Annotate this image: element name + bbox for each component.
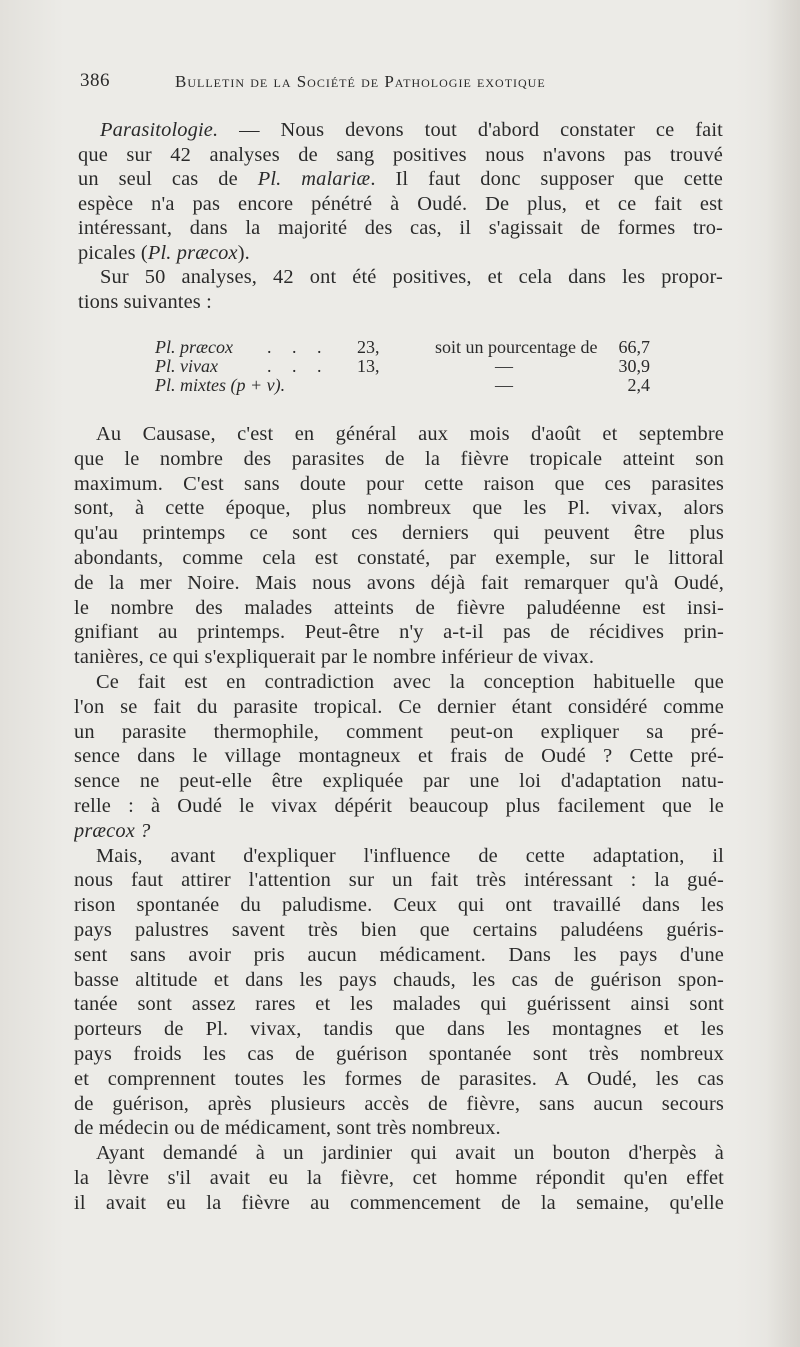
text-line: de la mer Noire. Mais nous avons déjà fait remarquer qu'à Oudé, [74, 571, 724, 594]
text-line: Ce fait est en contradiction avec la conception habituelle que [96, 670, 724, 693]
paragraph-parasitologie [78, 118, 723, 314]
page-header [80, 70, 660, 102]
percentage-value: 66,7 [618, 337, 650, 357]
text-line: sence ne peut-elle être expliquée par une loi d'adaptation natu- [74, 770, 724, 793]
text-line: porteurs de Pl. vivax, tandis que dans les montagnes et les [74, 1018, 724, 1041]
text-line: l'on se fait du parasite tropical. Ce dernier étant considéré comme [74, 695, 724, 718]
percentage-value: 30,9 [618, 356, 650, 376]
text-line: que sur 42 analyses de sang positives nous n'avons pas trouvé [78, 143, 723, 166]
text-line: tions suivantes : [78, 290, 212, 313]
page-number: 386 [80, 70, 110, 91]
text-line: Sur 50 analyses, 42 ont été positives, et cela dans les propor- [100, 266, 723, 288]
percentage-text: — [495, 375, 513, 395]
text-line: sent sans avoir pris aucun médicament. Dans les pays d'une [74, 943, 724, 966]
text-line: Au Causase, c'est en général aux mois d'août et septembre [96, 423, 724, 445]
text-line: tanée sont assez rares et les malades qui guérissent ainsi sont [74, 993, 724, 1016]
text-line: tanières, ce qui s'expliquerait par le nombre inférieur de vivax. [74, 646, 595, 669]
text-line: pays froids les cas de guérison spontanée sont très nombreux [74, 1042, 724, 1065]
text-line: sont, à cette époque, plus nombreux que les Pl. vivax, alors [74, 497, 724, 520]
text-line: relle : à Oudé le vivax dépérit beaucoup plus facilement que le [74, 794, 724, 817]
text-line: basse altitude et dans les pays chauds, les cas de guérison spon- [74, 968, 724, 991]
page-spine-shadow [766, 0, 800, 1347]
percentage-value: 2,4 [627, 375, 650, 395]
table-row [155, 357, 650, 376]
text-line: gnifiant au printemps. Peut-être n'y a-t-il pas de récidives prin- [74, 621, 724, 644]
running-head: Bulletin de la Société de Pathologie exotique [175, 72, 546, 91]
text-line: espèce n'a pas encore pénétré à Oudé. De plus, et ce fait est [78, 192, 723, 215]
table-row [155, 338, 650, 357]
text-line: Ayant demandé à un jardinier qui avait un bouton d'herpès à [96, 1142, 724, 1165]
text-line: rison spontanée du paludisme. Ceux qui ont travaillé dans les [74, 894, 724, 917]
species-count: 23, [357, 337, 380, 357]
text-line: abondants, comme cela est constaté, par exemple, sur le littoral [74, 546, 724, 569]
text-line: un seul cas de Pl. malariæ. Il faut donc supposer que cette [78, 168, 723, 190]
text-line: un parasite thermophile, comment peut-on expliquer sa pré- [74, 720, 724, 743]
species-count: 13, [357, 356, 380, 376]
leader-dots: . . . [267, 337, 330, 357]
species-name: Pl. vivax [155, 356, 218, 376]
species-percentage-table [155, 338, 650, 395]
text-line: la lèvre s'il avait eu la fièvre, cet homme répondit qu'en effet [74, 1166, 724, 1189]
text-line: pays palustres savent très bien que certains paludéens guéris- [74, 918, 724, 941]
text-line: maximum. C'est sans doute pour cette raison que ces parasites [74, 472, 724, 495]
paragraph-main [74, 422, 724, 1216]
text-line: de guérison, après plusieurs accès de fièvre, sans aucun secours [74, 1092, 724, 1115]
species-name: Pl. mixtes (p + v). [155, 375, 286, 395]
percentage-text: soit un pourcentage de [435, 337, 598, 357]
text-line: intéressant, dans la majorité des cas, il s'agissait de formes tro- [78, 217, 723, 239]
text-line: qu'au printemps ce sont ces derniers qui peuvent être plus [74, 522, 724, 545]
species-name: Pl. præcox [155, 337, 233, 357]
text-line: præcox ? [74, 819, 151, 842]
text-line: il avait eu la fièvre au commencement de la semaine, qu'elle [74, 1191, 724, 1214]
text-line: Parasitologie. — Nous devons tout d'abord constater ce fait [100, 119, 723, 141]
leader-dots: . . . [267, 356, 330, 376]
percentage-text: — [495, 356, 513, 376]
text-line: de médecin ou de médicament, sont très nombreux. [74, 1117, 501, 1140]
text-line: picales (Pl. præcox). [78, 241, 250, 264]
text-line: et comprennent toutes les formes de parasites. A Oudé, les cas [74, 1067, 724, 1090]
text-line: le nombre des malades atteints de fièvre paludéenne est insi- [74, 596, 724, 619]
text-line: nous faut attirer l'attention sur un fait très intéressant : la gué- [74, 869, 724, 892]
text-line: que le nombre des parasites de la fièvre tropicale atteint son [74, 447, 724, 470]
text-line: sence dans le village montagneux et frais de Oudé ? Cette pré- [74, 745, 724, 768]
text-line: Mais, avant d'expliquer l'influence de cette adaptation, il [96, 844, 724, 867]
table-row [155, 376, 650, 395]
